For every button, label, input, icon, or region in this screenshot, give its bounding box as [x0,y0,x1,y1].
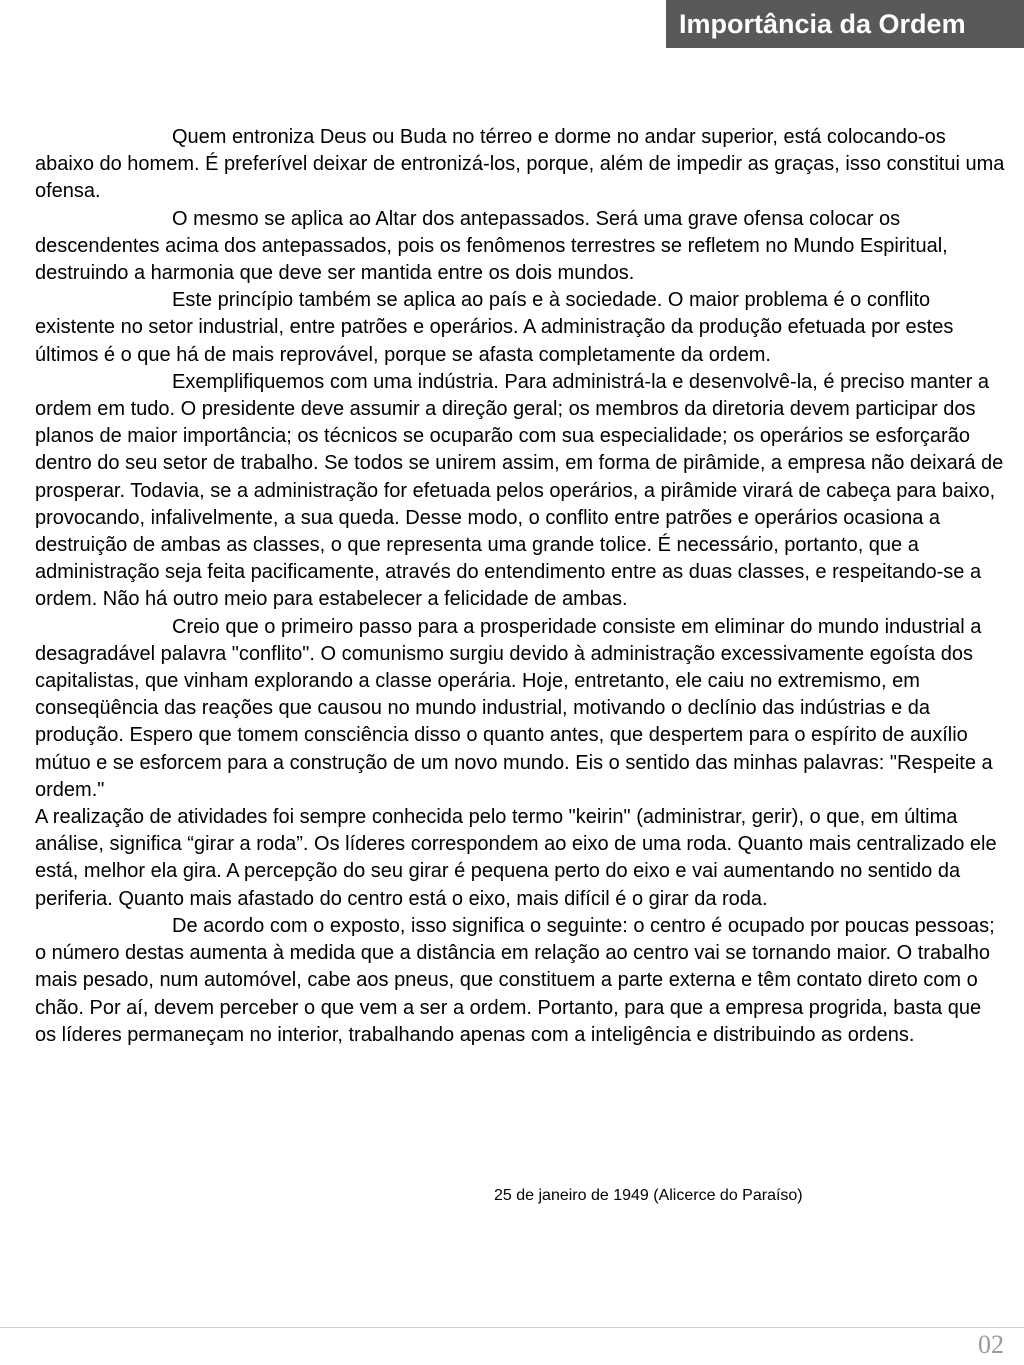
page-number: 02 [978,1330,1004,1359]
date-source-line: 25 de janeiro de 1949 (Alicerce do Paraíso) [494,1187,803,1204]
page-title: Importância da Ordem [666,0,1024,48]
paragraph: A realização de atividades foi sempre conhecida pelo termo "keirin" (administrar, gerir), o que, em última análise, significa “girar a roda”. Os líderes correspondem ao eixo de uma roda. Quanto mais centralizado ele está, melhor ela gira. A percepção do seu girar é pequena perto do eixo e vai aumentando no sentido da periferia. Quanto mais afastado do centro está o eixo, mais difícil é o girar da roda. [35,806,997,910]
article-body [35,124,1007,1049]
paragraph: O mesmo se aplica ao Altar dos antepassados. Será uma grave ofensa colocar os descendentes acima dos antepassados, pois os fenômenos terrestres se refletem no Mundo Espiritual, destruindo a harmonia que deve ser mantida entre os dois mundos. [35,207,948,285]
paragraph: Este princípio também se aplica ao país e à sociedade. O maior problema é o conflito existente no setor industrial, entre patrões e operários. A administração da produção efetuada por estes últimos é o que há de mais reprovável, porque se afasta completamente da ordem. [35,289,954,366]
paragraph: Creio que o primeiro passo para a prosperidade consiste em eliminar do mundo industrial a desagradável palavra "conflito". O comunismo surgiu devido à administração excessivamente egoísta dos capitalistas, que vinham explorando a classe operária. Hoje, entretanto, ele caiu no extremismo, em conseqüência das reações que causou no mundo industrial, motivando o declínio das indústrias e da produção. Espero que tomem consciência disso o quanto antes, que despertem para o espírito de auxílio mútuo e se esforcem para a construção de um novo mundo. Eis o sentido das minhas palavras: "Respeite a ordem." [35,615,993,801]
paragraph: De acordo com o exposto, isso significa o seguinte: o centro é ocupado por poucas pessoas; o número destas aumenta à medida que a distância em relação ao centro vai se tornando maior. O trabalho mais pesado, num automóvel, cabe aos pneus, que constituem a parte externa e têm contato direto com o chão. Por aí, devem perceber o que vem a ser a ordem. Portanto, para que a empresa progrida, basta que os líderes permaneçam no interior, trabalhando apenas com a inteligência e distribuindo as ordens. [35,914,995,1046]
paragraph: Exemplifiquemos com uma indústria. Para administrá-la e desenvolvê-la, é preciso manter a ordem em tudo. O presidente deve assumir a direção geral; os membros da diretoria devem participar dos planos de maior importância; os técnicos se ocuparão com sua especialidade; os operários se esforçarão dentro do seu setor de trabalho. Se todos se unirem assim, em forma de pirâmide, a empresa não deixará de prosperar. Todavia, se a administração for efetuada pelos operários, a pirâmide virará de cabeça para baixo, provocando, infalivelmente, a sua queda. Desse modo, o conflito entre patrões e operários ocasiona a destruição de ambas as classes, o que representa uma grande tolice. É necessário, portanto, que a administração seja feita pacificamente, através do entendimento entre as duas classes, e respeitando-se a ordem. Não há outro meio para estabelecer a felicidade de ambas. [35,370,1004,611]
paragraph: Quem entroniza Deus ou Buda no térreo e dorme no andar superior, está colocando-os abaixo do homem. É preferível deixar de entronizá-los, porque, além de impedir as graças, isso constitui uma ofensa. [35,126,1005,203]
footer-divider [0,1327,1024,1328]
